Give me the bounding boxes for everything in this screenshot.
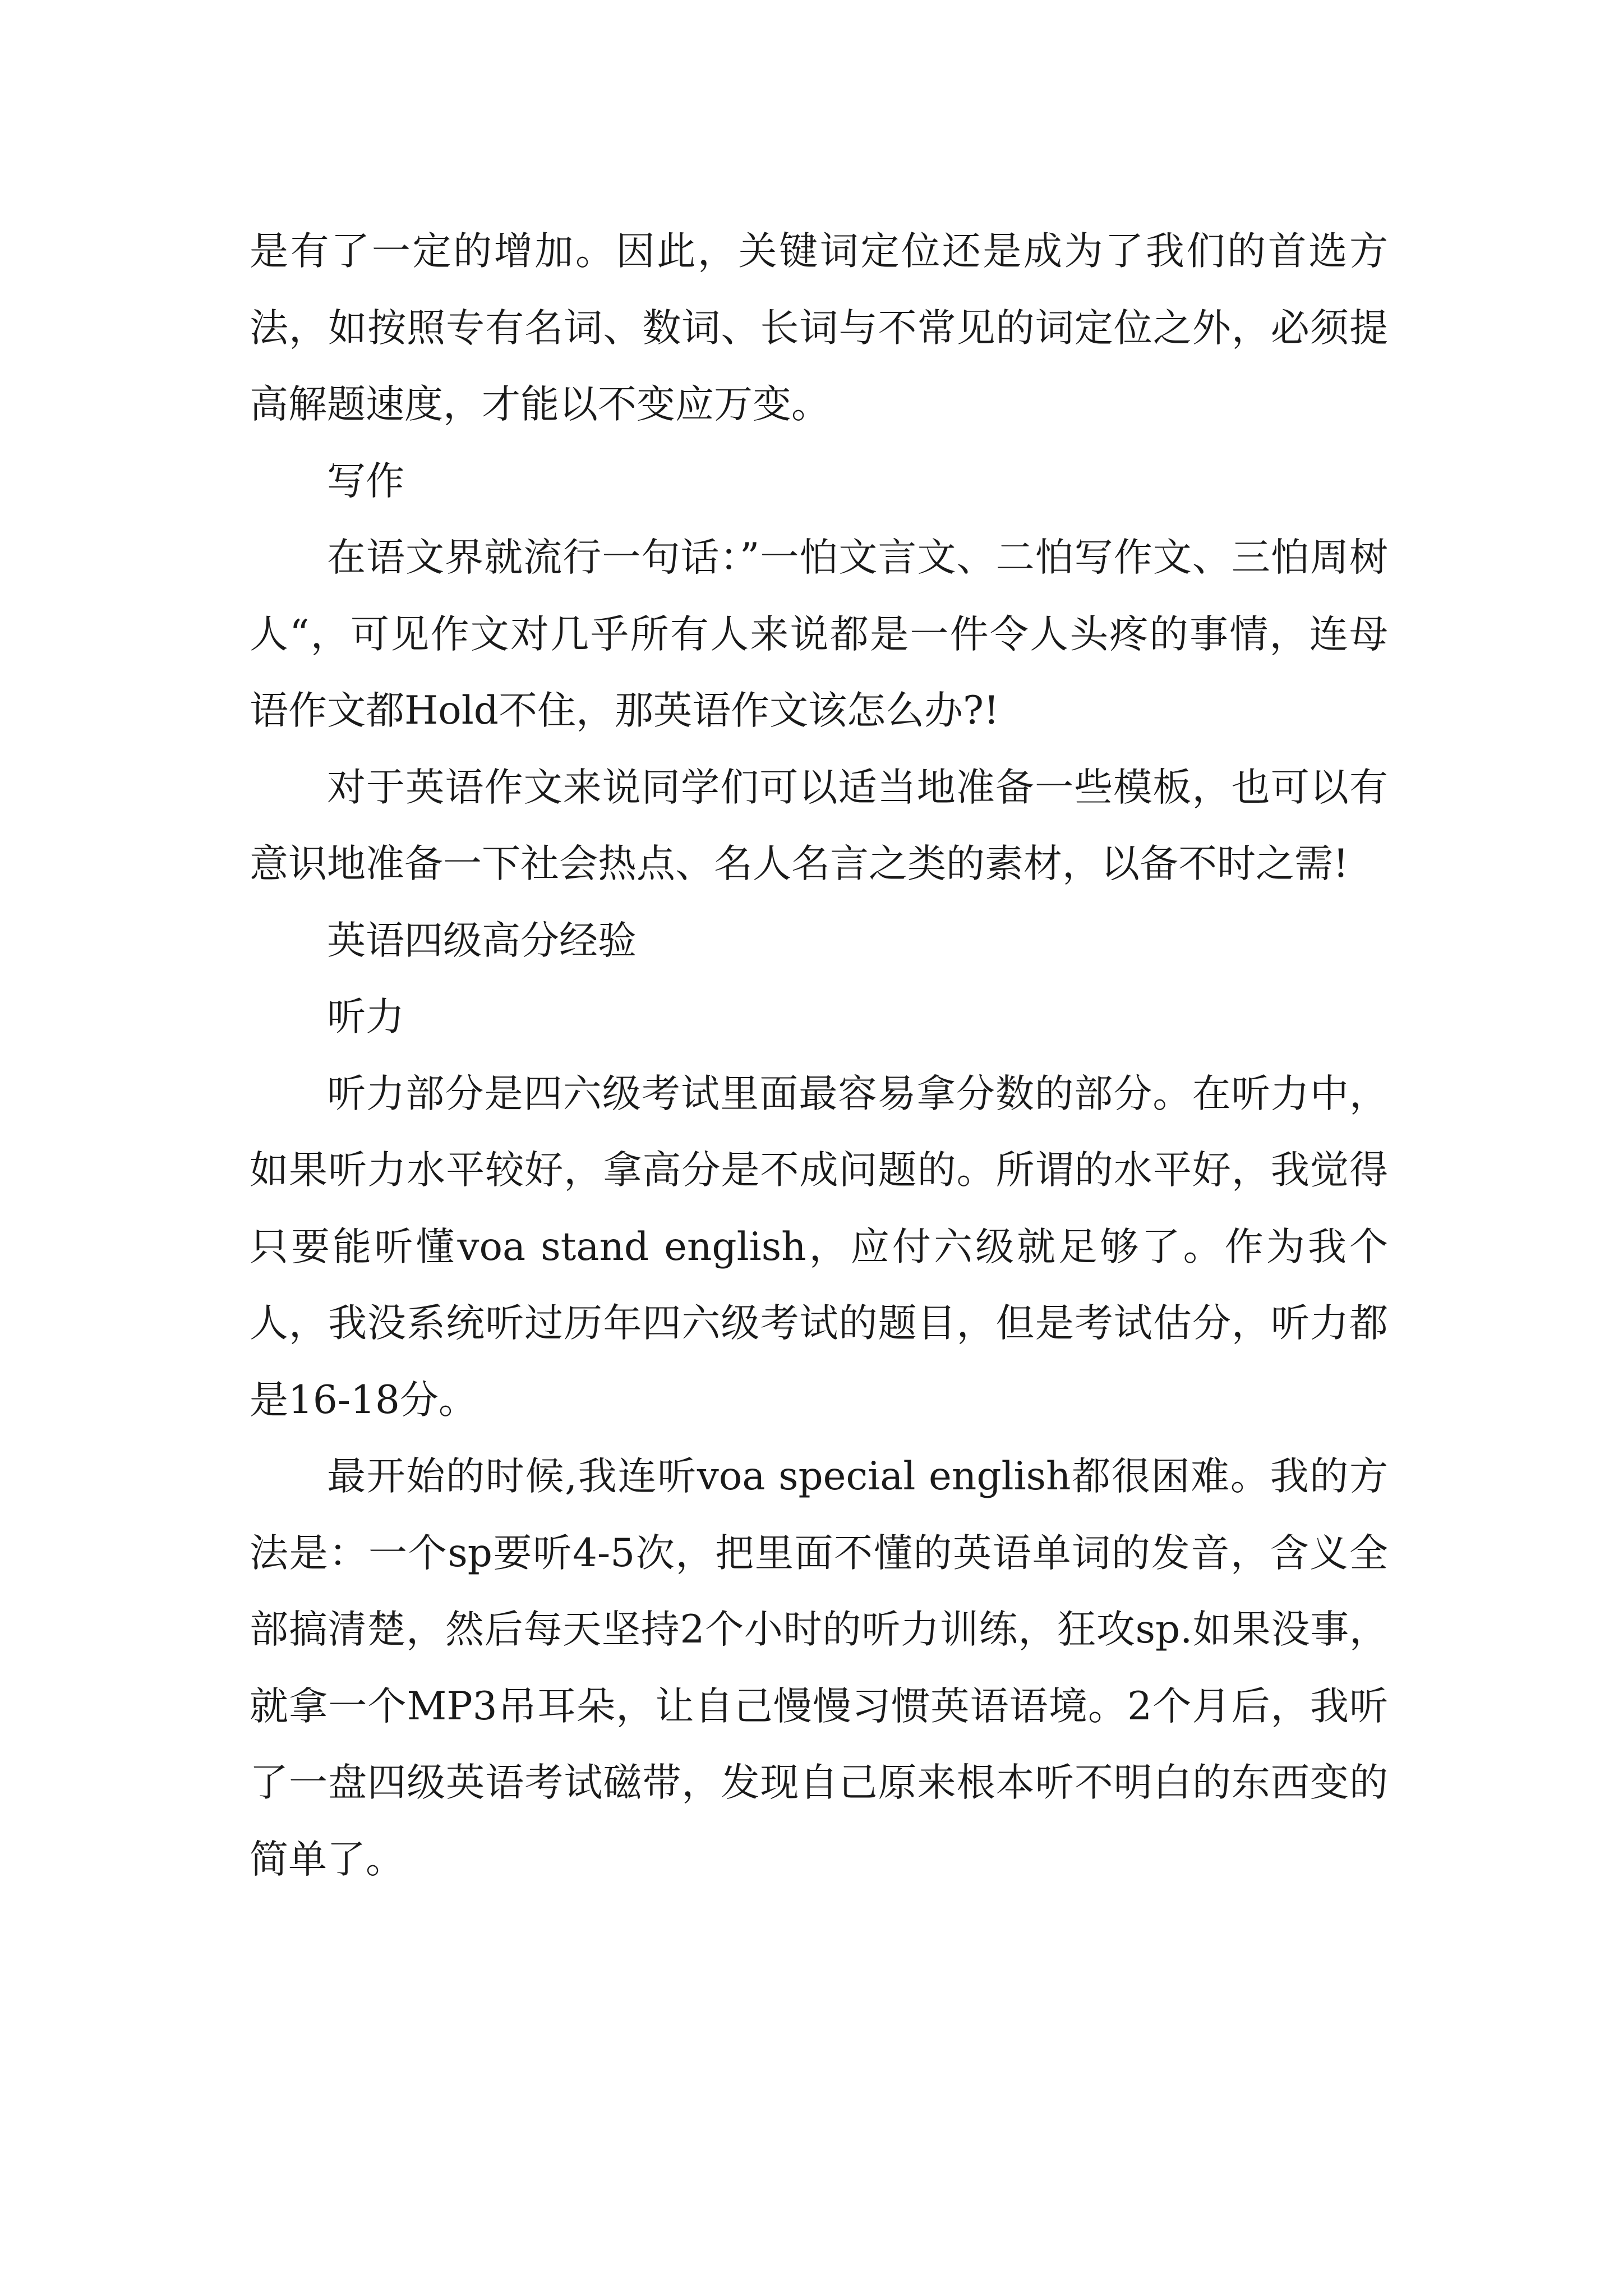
paragraph-1: 是有了一定的增加。因此，关键词定位还是成为了我们的首选方法，如按照专有名词、数词、长词与不常见的词定位之外，必须提高解题速度，才能以不变应万变。 [250,229,1388,427]
document-page [250,213,1388,1898]
paragraph-3: 对于英语作文来说同学们可以适当地准备一些模板，也可以有意识地准备一下社会热点、名人名言之类的素材，以备不时之需! [250,765,1388,886]
heading-writing: 写作 [327,458,404,504]
heading-cet4-experience: 英语四级高分经验 [327,918,637,963]
paragraph-2: 在语文界就流行一句话：”一怕文言文、二怕写作文、三怕周树人“，可见作文对几乎所有人来说都是一件令人头疼的事情，连母语作文都Hold不住，那英语作文该怎么办?! [250,535,1388,733]
heading-listening: 听力 [327,995,404,1039]
paragraph-4: 听力部分是四六级考试里面最容易拿分数的部分。在听力中，如果听力水平较好，拿高分是不成问题的。所谓的水平好，我觉得只要能听懂voa stand english，应付六级就足够了。作为我个人，我没系统听过历年四六级考试的题目，但是考试估分，听力都是16-18分。 [250,1071,1388,1423]
paragraph-5: 最开始的时候,我连听voa special english都很困难。我的方法是：一个sp要听4-5次，把里面不懂的英语单词的发音，含义全部搞清楚，然后每天坚持2个小时的听力训练，狂攻sp.如果没事，就拿一个MP3吊耳朵，让自己慢慢习惯英语语境。2个月后，我听了一盘四级英语考试磁带，发现自己原来根本听不明白的东西变的简单了。 [250,1454,1388,1882]
